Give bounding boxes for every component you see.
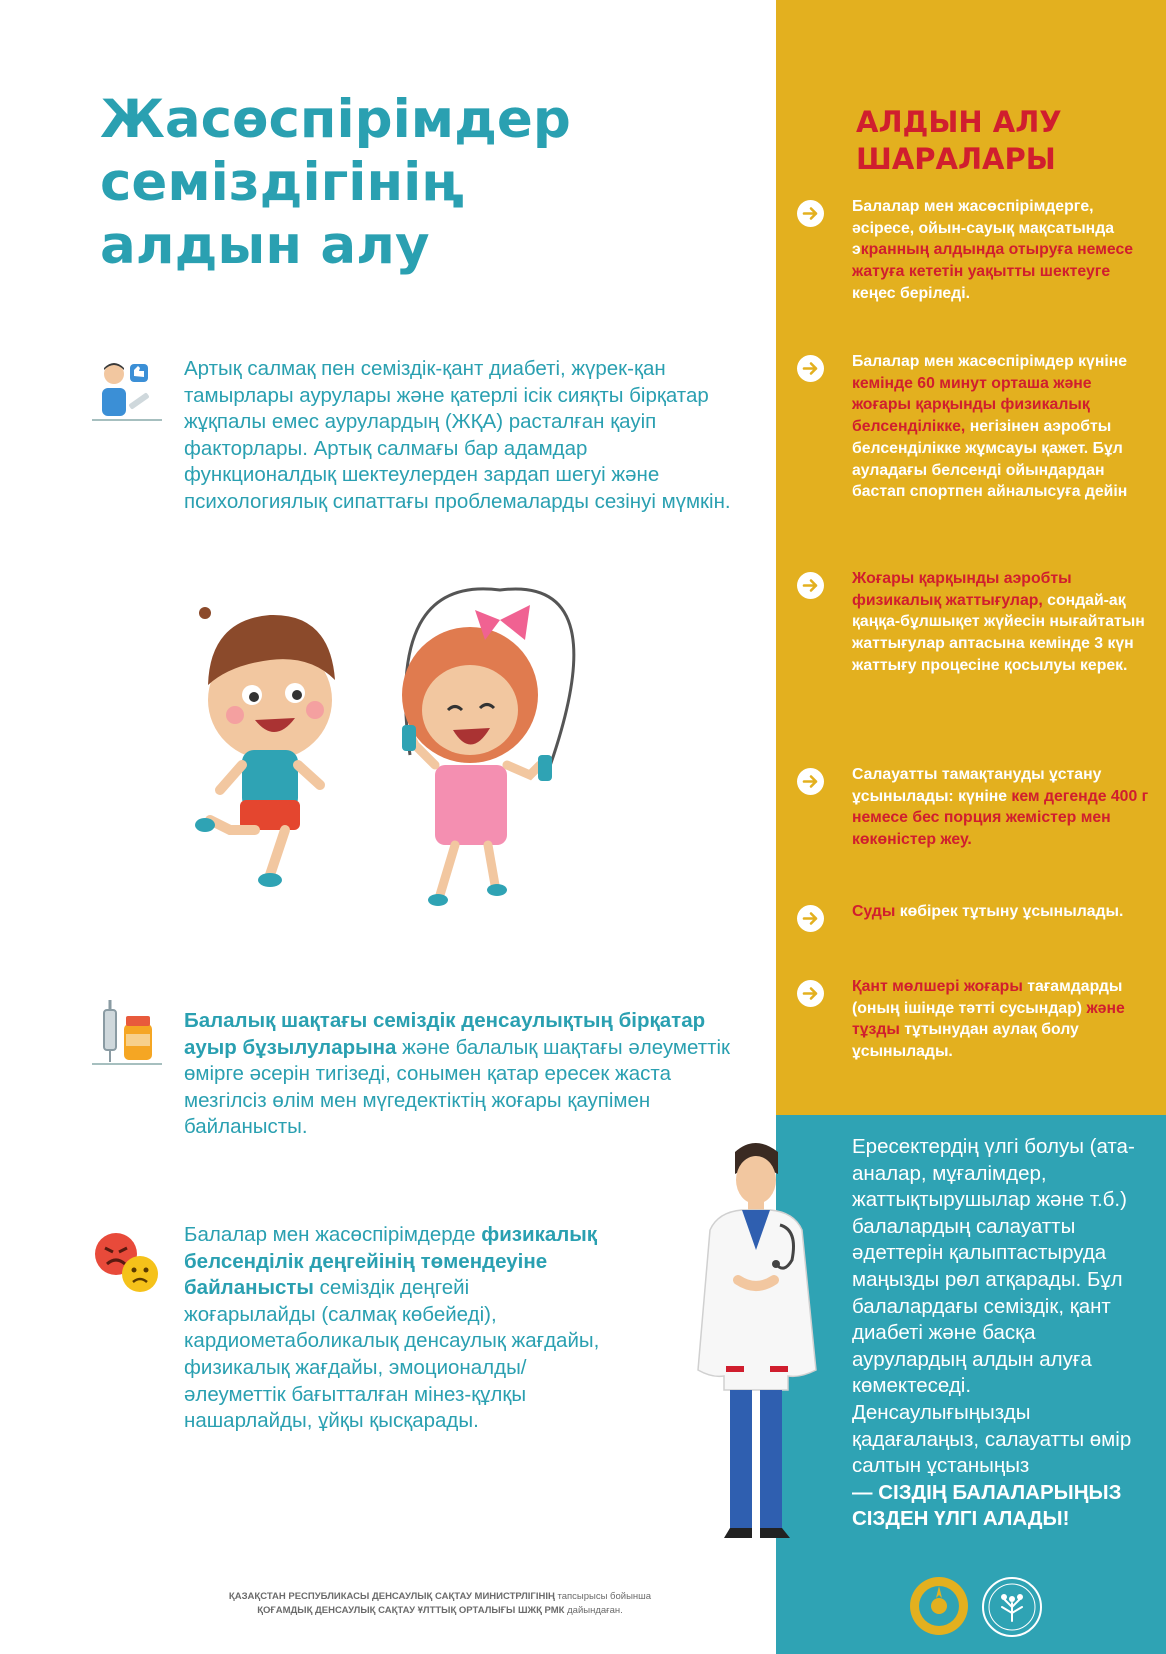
health-center-logo-icon	[980, 1575, 1044, 1639]
kazakhstan-emblem-icon	[908, 1575, 970, 1637]
prevention-tip: Жоғары қарқынды аэробты физикалық жаттығулар, сондай-ақ қаңқа-бұлшықет жүйесін нығайтатын жаттығулар аптасына кемінде 3 күн жаттығу процесіне қосылуы керек.	[852, 570, 1145, 674]
role-model-slogan: — СІЗДІҢ БАЛАЛАРЫҢЫЗ СІЗДЕН ҮЛГІ АЛАДЫ!	[852, 1480, 1122, 1531]
physical-activity-text: Балалар мен жасөспірімдерде физикалық белсенділік деңгейінің төмендеуіне байланысты семіздік деңгейі жоғарылайды (салмақ көбейеді), кардиометаболикалық денсаулық жағдайы, физикалық жағдайы, эмоционалды/әлеуметтік бағытталған мінез-құлқы нашарлайды, ұйқы қысқарады.	[184, 1223, 600, 1433]
prevention-tip: Салауатты тамақтануды ұстану ұсынылады: күніне кем дегенде 400 г немесе бес порция жемістер мен көкөністер жеу.	[852, 766, 1149, 849]
prevention-tip: Суды көбірек тұтыну ұсынылады.	[852, 903, 1124, 920]
role-model-text: Ересектердің үлгі болуы (ата-аналар, мұғалімдер, жаттықтырушылар және т.б.) балалардың салауатты әдеттерін қалыптастыруда маңызды рөл атқарады. Бұл балалардағы семіздік, қант диабеті және басқа аурулардың алдын алуға көмектеседі. Денсаулығыңызды қадағалаңыз, салауатты өмір салтын ұстаныңыз — СІЗДІҢ БАЛАЛАРЫҢЫЗ СІЗДЕН ҮЛГІ АЛАДЫ!	[852, 1134, 1152, 1533]
angry-sad-faces-icon	[92, 1230, 162, 1296]
page-title: Жасөспірімдер семіздігінің алдын алу	[100, 89, 571, 276]
obesity-risk-text: Артық салмақ пен семіздік-қант диабеті, жүрек-қан тамырлары аурулары және қатерлі ісік сияқты бірқатар жұқпалы емес аурулардың (ЖҚА) расталған қауіп факторлары. Артық салмағы бар адамдар функционалдық шектеулерден зардап шегуі және психологиялық сипаттағы проблемаларды сезінуі мүмкін.	[184, 357, 731, 513]
doctor-illustration	[680, 1140, 830, 1560]
doctor-thumbs-up-icon	[92, 360, 162, 422]
children-illustration	[170, 585, 650, 945]
prevention-tip: Қант мөлшері жоғары тағамдарды (оның ішінде тәтті сусындар) және тұзды тұтынудан аулақ болу ұсынылады.	[852, 978, 1125, 1061]
footer: ҚАЗАҚСТАН РЕСПУБЛИКАСЫ ДЕНСАУЛЫҚ САҚТАУ МИНИСТРЛІГІНІҢ тапсырысы бойынша ҚОҒАМДЫҚ ДЕНСАУЛЫҚ САҚТАУ ҰЛТТЫҚ ОРТАЛЫҒЫ ШЖҚ РМК дайындаған.	[228, 1591, 652, 1616]
prevention-title: АЛДЫН АЛУ ШАРАЛАРЫ	[856, 105, 1062, 176]
childhood-obesity-text: Балалық шақтағы семіздік денсаулықтың бірқатар ауыр бұзылуларына және балалық шақтағы әлеуметтік өмірге әсерін тигізеді, сонымен қатар ересек жаста мезгілсіз өлім мен мүгедектіктің жоғары қаупімен байланысты.	[184, 1009, 730, 1139]
prevention-tip: Балалар мен жасөспірімдер күніне кемінде 60 минут орташа және жоғары қарқынды физикалық белсенділікке, негізінен аэробты белсенділікке жұмсауы қажет. Бұл ауладағы белсенді ойындардан бастап спортпен айналысуға дейін	[852, 353, 1128, 501]
arrow-right-icon	[797, 905, 824, 932]
prevention-tip: Балалар мен жасөспірімдерге, әсіресе, ойын-сауық мақсатында экранның алдында отыруға немесе жатуға кететін уақытты шектеуге кеңес беріледі.	[852, 198, 1134, 302]
syringe-vial-icon	[92, 1000, 162, 1068]
arrow-right-icon	[797, 572, 824, 599]
arrow-right-icon	[797, 768, 824, 795]
arrow-right-icon	[797, 980, 824, 1007]
arrow-right-icon	[797, 200, 824, 227]
arrow-right-icon	[797, 355, 824, 382]
